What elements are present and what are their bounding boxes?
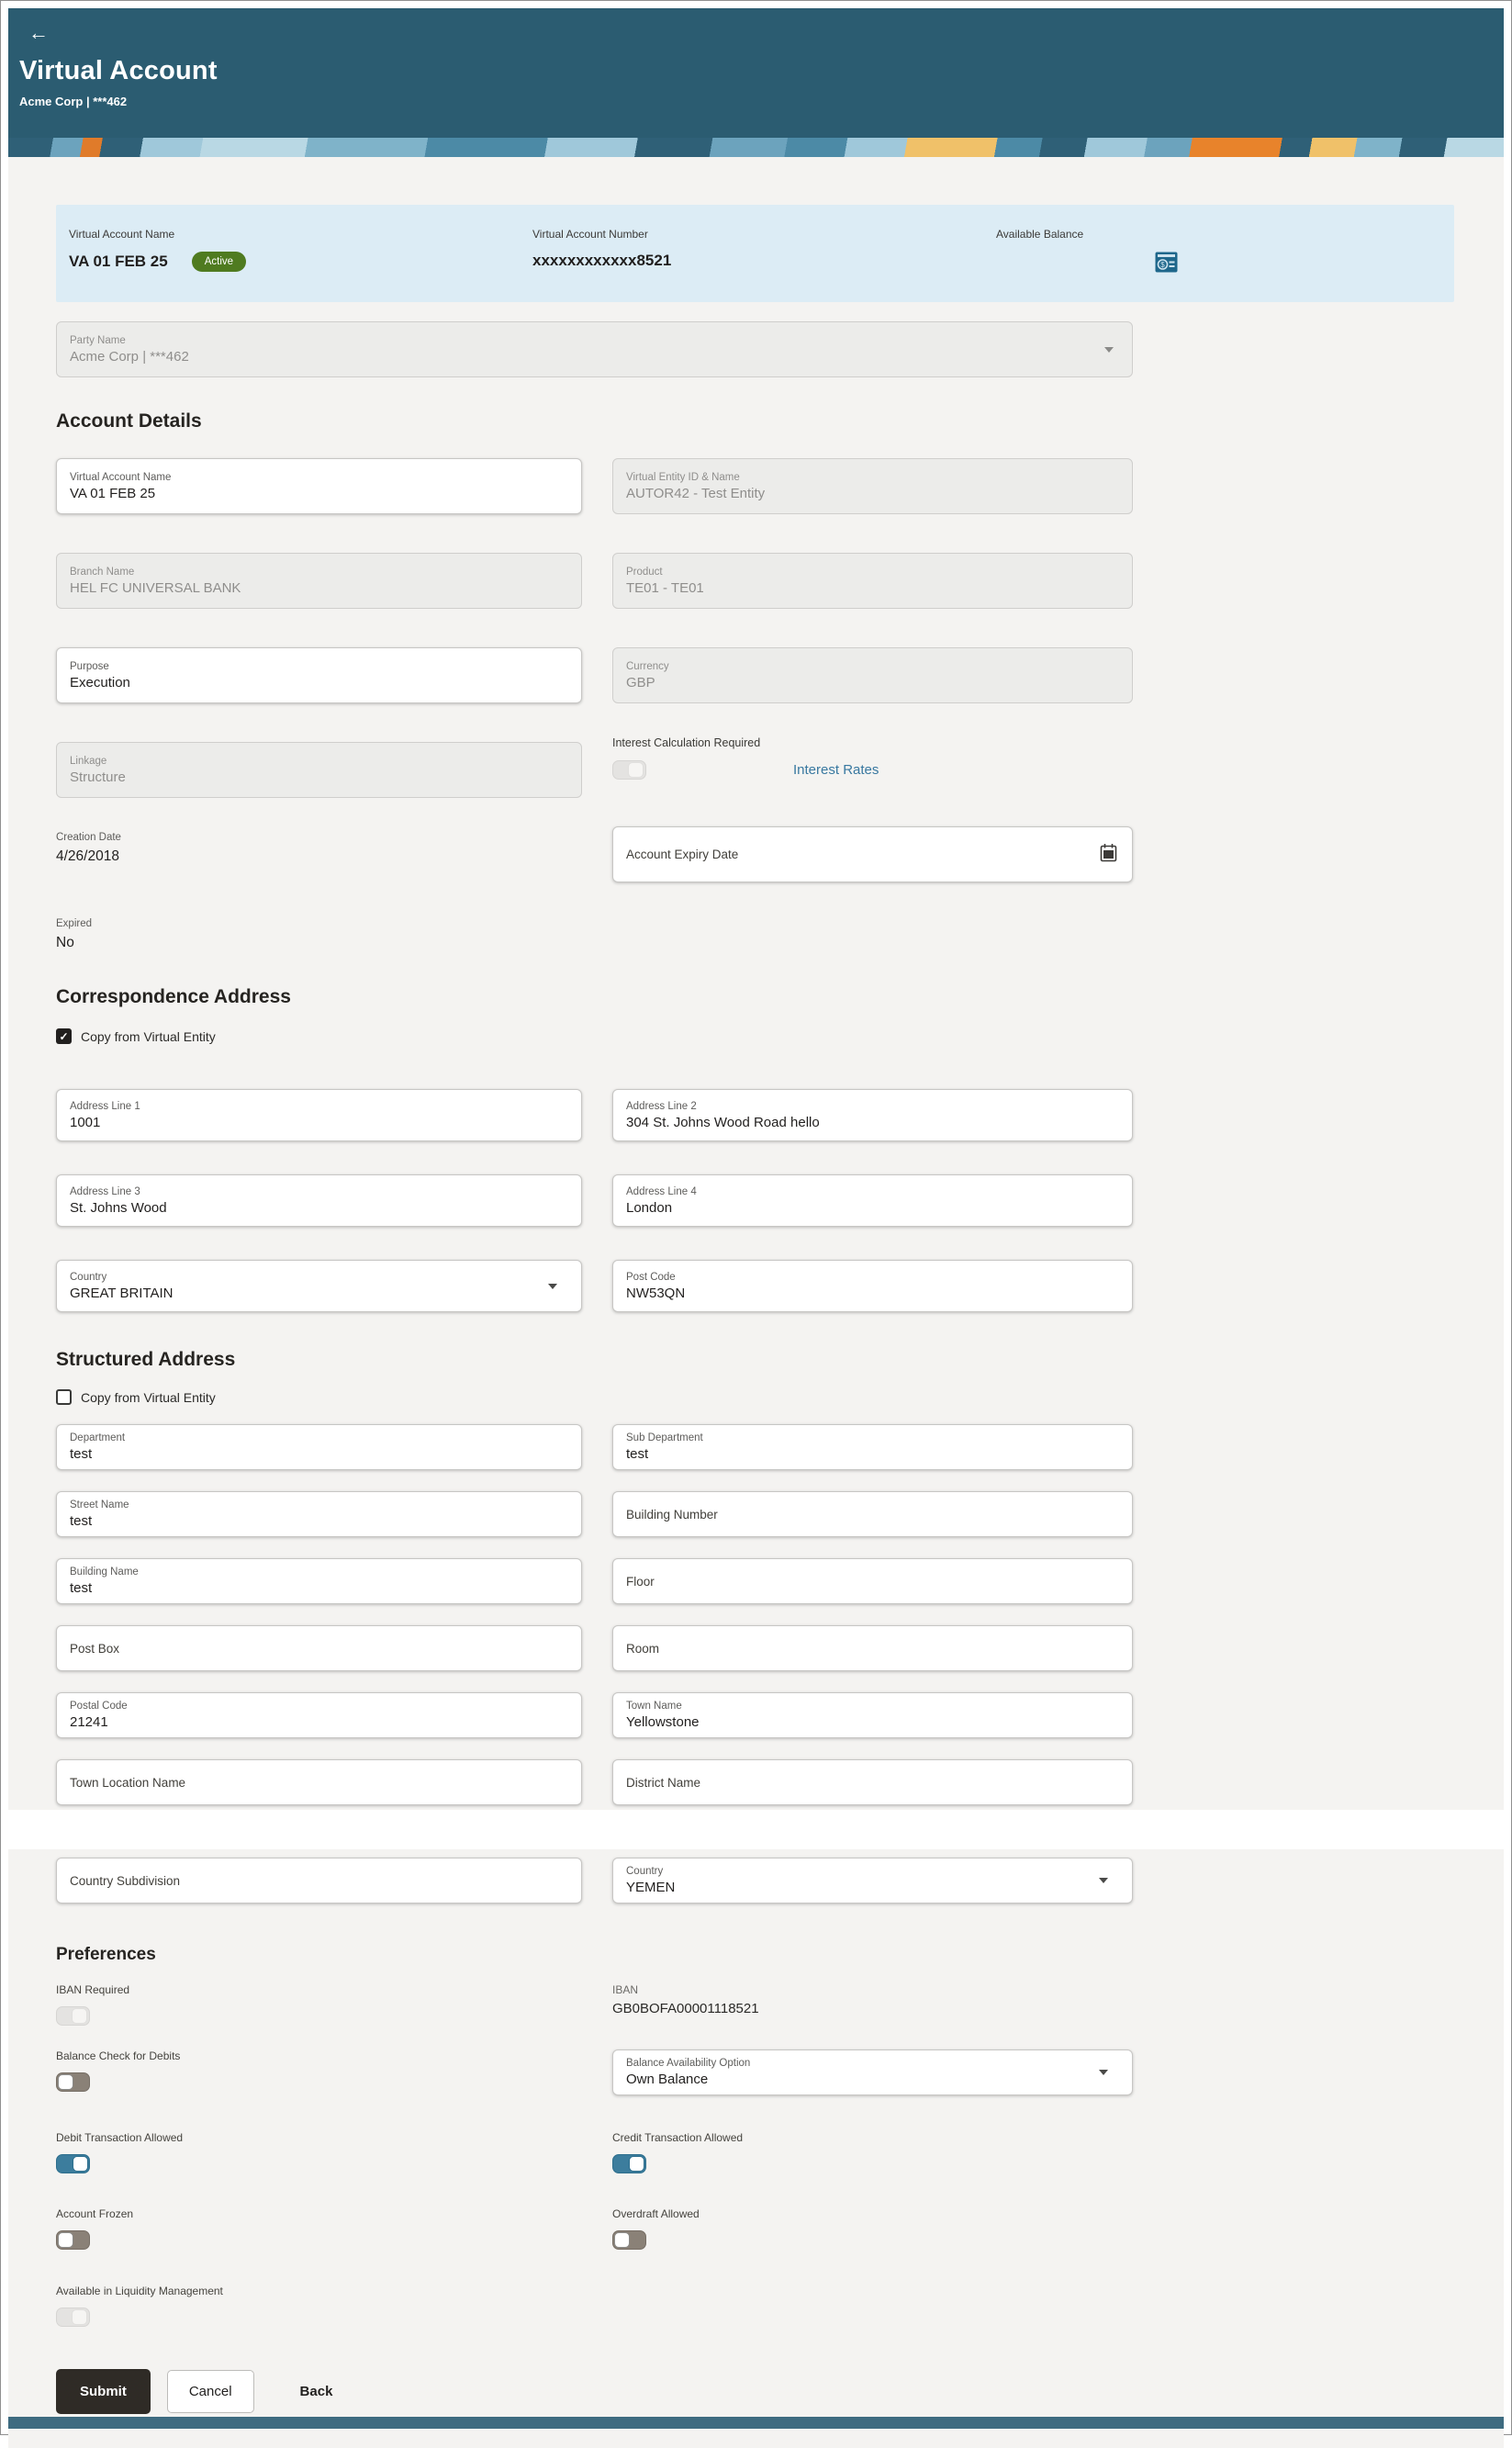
field-label: Product [626, 566, 663, 578]
field-value: TE01 - TE01 [626, 579, 704, 596]
page-content [8, 157, 1504, 2448]
field-value: 4/26/2018 [56, 848, 119, 864]
summary-name-value: VA 01 FEB 25 [69, 253, 168, 270]
address-line-2-field[interactable] [612, 1089, 1133, 1141]
field-placeholder: Town Location Name [70, 1775, 186, 1790]
field-label: Address Line 4 [626, 1185, 697, 1197]
field-value: 1001 [70, 1114, 101, 1130]
field-value: Yellowstone [626, 1714, 700, 1730]
virtual-account-page [8, 8, 1504, 2448]
address-line-1-field[interactable] [56, 1089, 582, 1141]
field-label: Currency [626, 660, 669, 672]
form-row [56, 1759, 1454, 1805]
field-value: AUTOR42 - Test Entity [626, 485, 766, 501]
field-label: Purpose [70, 660, 109, 672]
field-placeholder: Building Number [626, 1507, 718, 1522]
form-row [56, 1089, 1454, 1141]
chevron-down-icon [548, 1284, 557, 1289]
copy-from-virtual-entity-checkbox[interactable] [56, 1389, 72, 1405]
field-label: Address Line 3 [70, 1185, 140, 1197]
field-value: Execution [70, 674, 130, 691]
balance-availability-select[interactable] [612, 2049, 1133, 2095]
field-value: VA 01 FEB 25 [70, 485, 156, 501]
virtual-account-name-field[interactable] [56, 458, 582, 514]
expired-display [56, 918, 1454, 951]
structured-country-select[interactable] [612, 1858, 1133, 1903]
balance-check-cell [56, 2049, 582, 2096]
overdraft-allowed-toggle[interactable] [612, 2230, 646, 2250]
field-value: YEMEN [626, 1880, 676, 1895]
balance-check-label: Balance Check for Debits [56, 2049, 181, 2062]
back-arrow-icon[interactable]: ← [28, 21, 49, 44]
overdraft-allowed-cell [612, 2207, 1133, 2254]
form-row [56, 458, 1454, 514]
field-label: Linkage [70, 755, 107, 767]
summary-number-col [532, 228, 996, 302]
preference-row [56, 2131, 1454, 2178]
floor-field[interactable] [612, 1558, 1133, 1604]
form-row [56, 1692, 1454, 1738]
form-row [56, 1625, 1454, 1671]
credit-allowed-cell [612, 2131, 1133, 2178]
form-row [56, 1424, 1454, 1470]
page-header [8, 8, 1504, 138]
field-label: Balance Availability Option [626, 2058, 751, 2069]
field-label: Building Name [70, 1566, 139, 1578]
form-row [56, 1858, 1454, 1903]
iban-required-cell [56, 1983, 582, 2030]
field-label: Virtual Entity ID & Name [626, 471, 740, 483]
form-row [56, 1558, 1454, 1604]
page-break-band [8, 1810, 1504, 1849]
debit-allowed-label: Debit Transaction Allowed [56, 2131, 184, 2144]
field-label: Town Name [626, 1701, 682, 1712]
linkage-field [56, 742, 582, 798]
summary-number-value: xxxxxxxxxxxx8521 [532, 252, 672, 269]
form-row [56, 553, 1454, 609]
copy-from-virtual-entity-row [56, 1028, 1454, 1044]
field-value: 304 St. Johns Wood Road hello [626, 1114, 820, 1130]
account-frozen-cell [56, 2207, 582, 2254]
virtual-entity-field [612, 458, 1133, 514]
field-placeholder: District Name [626, 1775, 701, 1790]
field-value: test [70, 1446, 93, 1462]
status-badge: Active [192, 252, 246, 272]
address-line-3-field[interactable] [56, 1174, 582, 1227]
iban-required-label: IBAN Required [56, 1983, 130, 1996]
structured-address-heading: Structured Address [56, 1349, 236, 1370]
balance-check-toggle[interactable] [56, 2072, 90, 2092]
available-balance-icon[interactable] [1154, 250, 1179, 279]
field-value: Own Balance [626, 2072, 709, 2087]
preference-row [56, 2285, 1454, 2331]
calendar-icon[interactable] [1100, 843, 1117, 867]
field-label: Department [70, 1432, 126, 1443]
overdraft-allowed-label: Overdraft Allowed [612, 2207, 700, 2220]
field-label: Address Line 1 [70, 1100, 140, 1112]
field-value: 21241 [70, 1714, 108, 1730]
preferences-heading: Preferences [56, 1945, 156, 1964]
party-name-value: Acme Corp | ***462 [70, 348, 189, 365]
iban-display [612, 1983, 1133, 2030]
field-label: Address Line 2 [626, 1100, 697, 1112]
field-placeholder: Room [626, 1641, 660, 1656]
credit-allowed-toggle[interactable] [612, 2154, 646, 2173]
post-code-field[interactable] [612, 1260, 1133, 1312]
liquidity-management-toggle [56, 2308, 90, 2327]
checkbox-label: Copy from Virtual Entity [81, 1389, 216, 1405]
country-subdivision-field[interactable] [56, 1858, 582, 1903]
preference-row [56, 2207, 1454, 2254]
preference-row [56, 2049, 1454, 2096]
page-subtitle: Acme Corp | ***462 [19, 95, 128, 108]
liquidity-management-cell [56, 2285, 582, 2331]
copy-from-virtual-entity-checkbox[interactable] [56, 1028, 72, 1044]
debit-allowed-cell [56, 2131, 582, 2178]
account-frozen-toggle[interactable] [56, 2230, 90, 2250]
field-label: Street Name [70, 1499, 129, 1510]
submit-button[interactable]: Submit [56, 2369, 151, 2414]
party-name-label: Party Name [70, 334, 126, 346]
form-row [56, 736, 1454, 798]
form-row [56, 647, 1454, 703]
chevron-down-icon [1104, 347, 1114, 353]
field-value: Structure [70, 769, 126, 785]
svg-text:$: $ [1160, 261, 1165, 269]
field-label: Expired [56, 918, 92, 929]
cancel-button[interactable]: Cancel [167, 2370, 254, 2413]
purpose-field[interactable] [56, 647, 582, 703]
field-value: test [626, 1446, 649, 1462]
field-label: Country [626, 1866, 664, 1877]
interest-calculation-toggle [612, 760, 646, 780]
liquidity-management-label: Available in Liquidity Management [56, 2285, 223, 2297]
field-value: GREAT BRITAIN [70, 1285, 174, 1301]
summary-balance-col [996, 228, 1454, 302]
town-location-name-field[interactable] [56, 1759, 582, 1805]
product-field [612, 553, 1133, 609]
back-button[interactable]: Back [295, 2383, 339, 2400]
field-label: Post Code [626, 1271, 676, 1283]
account-frozen-label: Account Frozen [56, 2207, 134, 2220]
field-value: test [70, 1580, 93, 1596]
town-name-field[interactable] [612, 1692, 1133, 1738]
field-value: test [70, 1513, 93, 1529]
correspondence-address-heading: Correspondence Address [56, 986, 291, 1007]
account-expiry-date-field[interactable] [612, 826, 1133, 882]
credit-allowed-label: Credit Transaction Allowed [612, 2131, 744, 2144]
interest-rates-link[interactable]: Interest Rates [793, 762, 879, 778]
summary-name-col [69, 228, 532, 302]
field-label: Postal Code [70, 1701, 128, 1712]
iban-value: GB0BOFA00001118521 [612, 2001, 759, 2016]
room-field[interactable] [612, 1625, 1133, 1671]
field-label: Creation Date [56, 832, 121, 843]
field-label: Branch Name [70, 566, 135, 578]
interest-calculation-label: Interest Calculation Required [612, 736, 761, 749]
chevron-down-icon [1099, 2070, 1108, 2075]
iban-required-toggle [56, 2006, 90, 2026]
post-box-field[interactable] [56, 1625, 582, 1671]
field-value: London [626, 1199, 673, 1216]
page-title: Virtual Account [19, 56, 218, 85]
country-select[interactable] [56, 1260, 582, 1312]
district-name-field[interactable] [612, 1759, 1133, 1805]
preference-row [56, 1983, 1454, 2030]
form-row [56, 1491, 1454, 1537]
field-value: GBP [626, 674, 655, 691]
postal-code-field[interactable] [56, 1692, 582, 1738]
field-label: Country [70, 1271, 107, 1283]
field-placeholder: Account Expiry Date [626, 848, 739, 861]
form-row [56, 1260, 1454, 1312]
debit-allowed-toggle[interactable] [56, 2154, 90, 2173]
copy-from-virtual-entity-row [56, 1389, 1454, 1405]
field-label: Virtual Account Name [70, 471, 172, 483]
address-line-4-field[interactable] [612, 1174, 1133, 1227]
account-summary-bar [56, 205, 1454, 302]
field-label: Sub Department [626, 1432, 703, 1443]
chevron-down-icon [1099, 1878, 1108, 1883]
creation-date-display [56, 832, 582, 882]
footer-bar [8, 2417, 1504, 2429]
checkbox-label: Copy from Virtual Entity [81, 1028, 216, 1044]
branch-name-field [56, 553, 582, 609]
summary-balance-label: Available Balance [996, 228, 1084, 241]
field-placeholder: Floor [626, 1574, 655, 1589]
currency-field [612, 647, 1133, 703]
account-details-heading: Account Details [56, 410, 202, 432]
form-row [56, 1174, 1454, 1227]
iban-label: IBAN [612, 1983, 639, 1996]
building-number-field[interactable] [612, 1491, 1133, 1537]
field-value: St. Johns Wood [70, 1199, 167, 1216]
field-value: HEL FC UNIVERSAL BANK [70, 579, 241, 596]
building-name-field[interactable] [56, 1558, 582, 1604]
department-field[interactable] [56, 1424, 582, 1470]
field-value: NW53QN [626, 1285, 686, 1301]
decorative-band [8, 138, 1504, 157]
sub-department-field[interactable] [612, 1424, 1133, 1470]
interest-calculation-cell [612, 736, 1133, 798]
field-placeholder: Country Subdivision [70, 1873, 181, 1888]
street-name-field[interactable] [56, 1491, 582, 1537]
action-buttons [56, 2369, 1454, 2414]
form-row [56, 826, 1454, 882]
summary-number-label: Virtual Account Number [532, 228, 648, 241]
field-placeholder: Post Box [70, 1641, 120, 1656]
party-name-select [56, 321, 1133, 377]
field-value: No [56, 935, 74, 950]
summary-name-label: Virtual Account Name [69, 228, 175, 241]
